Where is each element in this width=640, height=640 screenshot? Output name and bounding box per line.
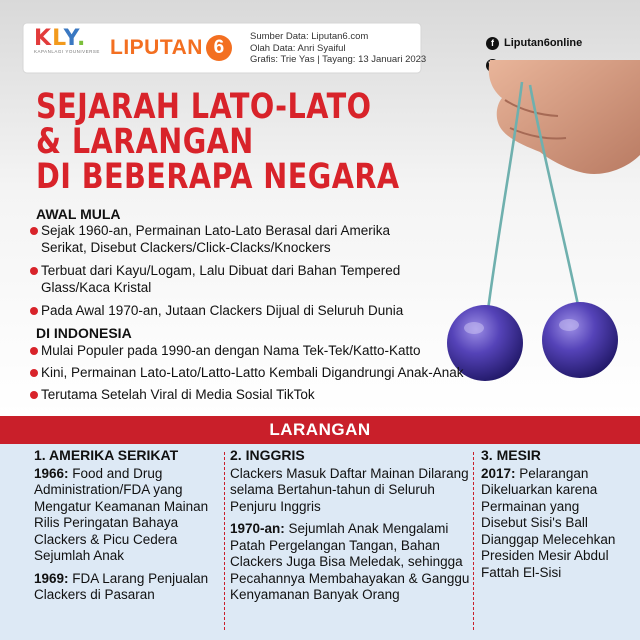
credits: [250, 31, 426, 66]
bullet-dot-icon: [30, 307, 38, 315]
entry-text: Pelarangan Dikeluarkan karena Permainan yang Disebut Sisi's Ball Dianggap Melecehkan Presiden Mesir Abdul Fattah El-Sisi: [481, 465, 616, 580]
column-inggris: [230, 444, 470, 640]
bullet-dot-icon: [30, 369, 38, 377]
list-item: [30, 386, 470, 403]
liputan6-logo-text: LIPUTAN: [110, 36, 203, 59]
bullet-dot-icon: [30, 227, 38, 235]
bullet-dot-icon: [30, 347, 38, 355]
entry-year: 2017:: [481, 465, 516, 481]
column-entry: [34, 571, 220, 604]
bullet-dot-icon: [30, 391, 38, 399]
column-heading: 1. AMERIKA SERIKAT: [34, 447, 179, 463]
liputan6-logo-badge: 6: [206, 35, 232, 61]
bullet-dot-icon: [30, 267, 38, 275]
entry-year: 1966:: [34, 465, 69, 481]
column-mesir: [481, 444, 621, 640]
facebook-icon: f: [486, 37, 499, 50]
graphic-date-text: Grafis: Trie Yas | Tayang: 13 Januari 2023: [250, 54, 427, 65]
awal-mula-list: [30, 222, 425, 325]
kly-logo: [34, 26, 106, 70]
kly-tagline: KAPANLAGI YOUNIVERSE: [34, 49, 100, 54]
page-title: [36, 87, 400, 197]
list-item: [30, 222, 425, 256]
larangan-columns: [0, 444, 640, 640]
column-entry: [34, 466, 220, 565]
title-line-1: SEJARAH LATO-LATO: [36, 87, 372, 127]
entry-year: 1970-an:: [230, 521, 285, 536]
column-entry: [230, 466, 470, 516]
source-text: Sumber Data: Liputan6.com: [250, 31, 369, 42]
entry-text: Sejumlah Anak Mengalami Patah Pergelangan Tangan, Bahan Clackers Juga Bisa Meledak, sehingga Pecahannya Membahayakan & Ganggu Kenyamanan Banyak Orang: [230, 521, 470, 602]
liputan6-logo: [110, 34, 232, 62]
column-divider: [224, 452, 225, 630]
facebook-handle: Liputan6online: [504, 37, 583, 49]
list-item-text: Terutama Setelah Viral di Media Sosial TikTok: [41, 387, 315, 402]
list-item: [30, 364, 470, 381]
entry-text: Clackers Masuk Daftar Mainan Dilarang selama Bertahun-tahun di Seluruh Penjuru Inggris: [230, 465, 469, 514]
column-heading: 2. INGGRIS: [230, 447, 305, 463]
list-item: [30, 302, 425, 319]
larangan-banner: LARANGAN: [0, 416, 640, 444]
list-item: [30, 342, 470, 359]
column-heading: 3. MESIR: [481, 447, 541, 463]
title-line-3: DI BEBERAPA NEGARA: [36, 157, 400, 197]
awal-mula-heading: AWAL MULA: [36, 206, 121, 222]
entry-text: FDA Larang Penjualan Clackers di Pasaran: [34, 570, 209, 602]
column-entry: [481, 466, 621, 582]
column-entry: [230, 521, 470, 604]
facebook-link[interactable]: [486, 32, 597, 54]
list-item-text: Terbuat dari Kayu/Logam, Lalu Dibuat dari Bahan Tempered Glass/Kaca Kristal: [41, 263, 401, 295]
entry-year: 1969:: [34, 570, 69, 586]
column-divider: [473, 452, 474, 630]
column-amerika-serikat: [34, 444, 220, 640]
list-item-text: Pada Awal 1970-an, Jutaan Clackers Dijual di Seluruh Dunia: [41, 303, 404, 318]
right-clacker-ball: [542, 302, 618, 378]
kly-logo-text: KLY.: [34, 26, 87, 51]
di-indonesia-list: [30, 342, 470, 408]
list-item-text: Sejak 1960-an, Permainan Lato-Lato Berasal dari Amerika Serikat, Disebut Clackers/Click-Clacks/Knockers: [41, 223, 390, 255]
list-item-text: Mulai Populer pada 1990-an dengan Nama Tek-Tek/Katto-Katto: [41, 343, 421, 358]
di-indonesia-heading: DI INDONESIA: [36, 325, 132, 341]
entry-text: Food and Drug Administration/FDA yang Mengatur Keamanan Mainan Rilis Peringatan Bahaya Clackers & Picu Cedera Sejumlah Anak: [34, 465, 209, 563]
list-item-text: Kini, Permainan Lato-Lato/Latto-Latto Kembali Digandrungi Anak-Anak: [41, 365, 464, 380]
list-item: [30, 262, 425, 296]
title-line-2: & LARANGAN: [36, 122, 254, 162]
writer-text: Olah Data: Anri Syaiful: [250, 42, 346, 54]
